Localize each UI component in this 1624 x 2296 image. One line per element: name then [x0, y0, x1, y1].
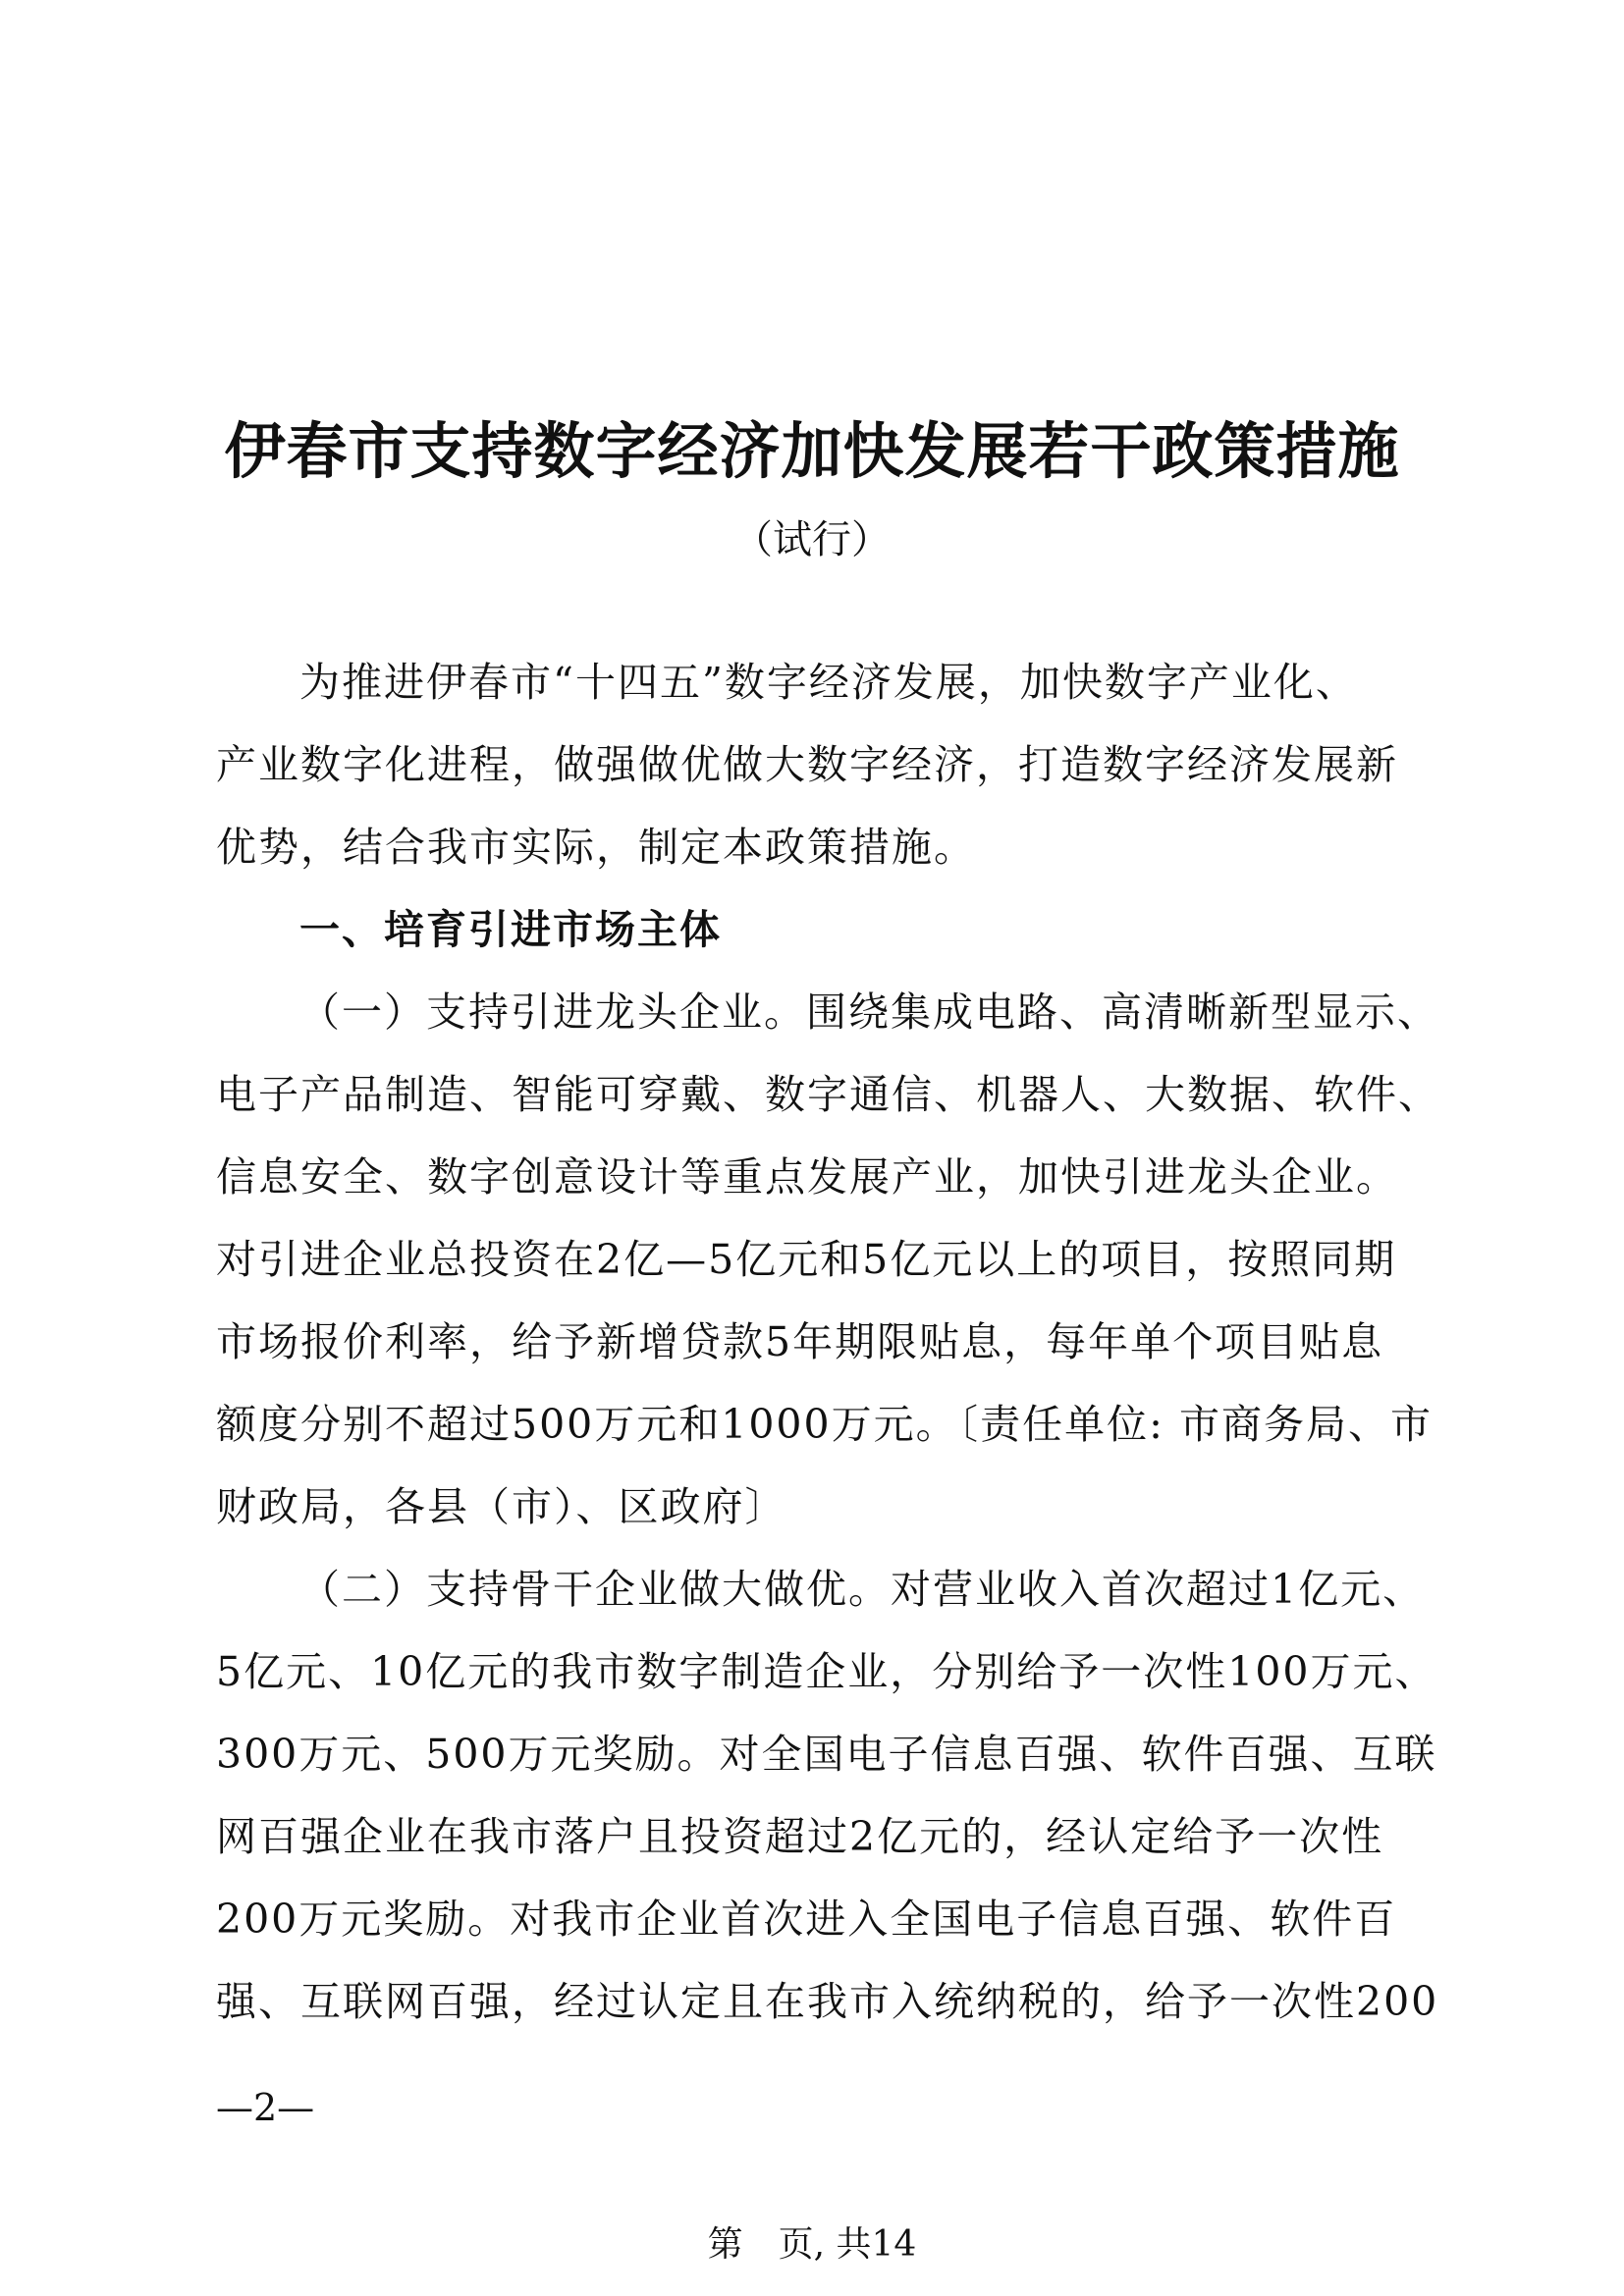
paragraph-line: 额度分别不超过500万元和1000万元。〔责任单位: 市商务局、市 [216, 1401, 1433, 1448]
paragraph-line: 产业数字化进程，做强做优做大数字经济，打造数字经济发展新 [216, 741, 1398, 788]
paragraph-line: 5亿元、10亿元的我市数字制造企业，分别给予一次性100万元、 [216, 1648, 1437, 1695]
paragraph-line: （二）支持骨干企业做大做优。对营业收入首次超过1亿元、 [299, 1566, 1426, 1613]
paragraph-line: 强、互联网百强，经过认定且在我市入统纳税的，给予一次性200 [216, 1978, 1439, 2025]
paragraph-line: 财政局，各县（市）、区政府〕 [216, 1483, 787, 1530]
paragraph-line: 为推进伊春市“十四五”数字经济发展，加快数字产业化、 [299, 659, 1358, 706]
paragraph-line: （一）支持引进龙头企业。围绕集成电路、高清晰新型显示、 [299, 988, 1439, 1036]
paragraph-line: 市场报价利率，给予新增贷款5年期限贴息，每年单个项目贴息 [216, 1318, 1384, 1365]
section-heading: 一、培育引进市场主体 [299, 906, 722, 953]
page-number: —2— [216, 2086, 315, 2129]
document-title: 伊春市支持数字经济加快发展若干政策措施 [224, 415, 1400, 487]
paragraph-line: 电子产品制造、智能可穿戴、数字通信、机器人、大数据、软件、 [216, 1071, 1440, 1118]
page-footer: 第 页, 共14 [707, 2224, 917, 2265]
paragraph-line: 信息安全、数字创意设计等重点发展产业，加快引进龙头企业。 [216, 1153, 1398, 1201]
document-subtitle: （试行） [733, 517, 891, 562]
paragraph-line: 对引进企业总投资在2亿—5亿元和5亿元以上的项目，按照同期 [216, 1236, 1397, 1283]
paragraph-line: 300万元、500万元奖励。对全国电子信息百强、软件百强、互联 [216, 1731, 1437, 1778]
paragraph-line: 优势，结合我市实际，制定本政策措施。 [216, 824, 976, 871]
paragraph-line: 网百强企业在我市落户且投资超过2亿元的，经认定给予一次性 [216, 1813, 1384, 1860]
paragraph-line: 200万元奖励。对我市企业首次进入全国电子信息百强、软件百 [216, 1896, 1397, 1943]
